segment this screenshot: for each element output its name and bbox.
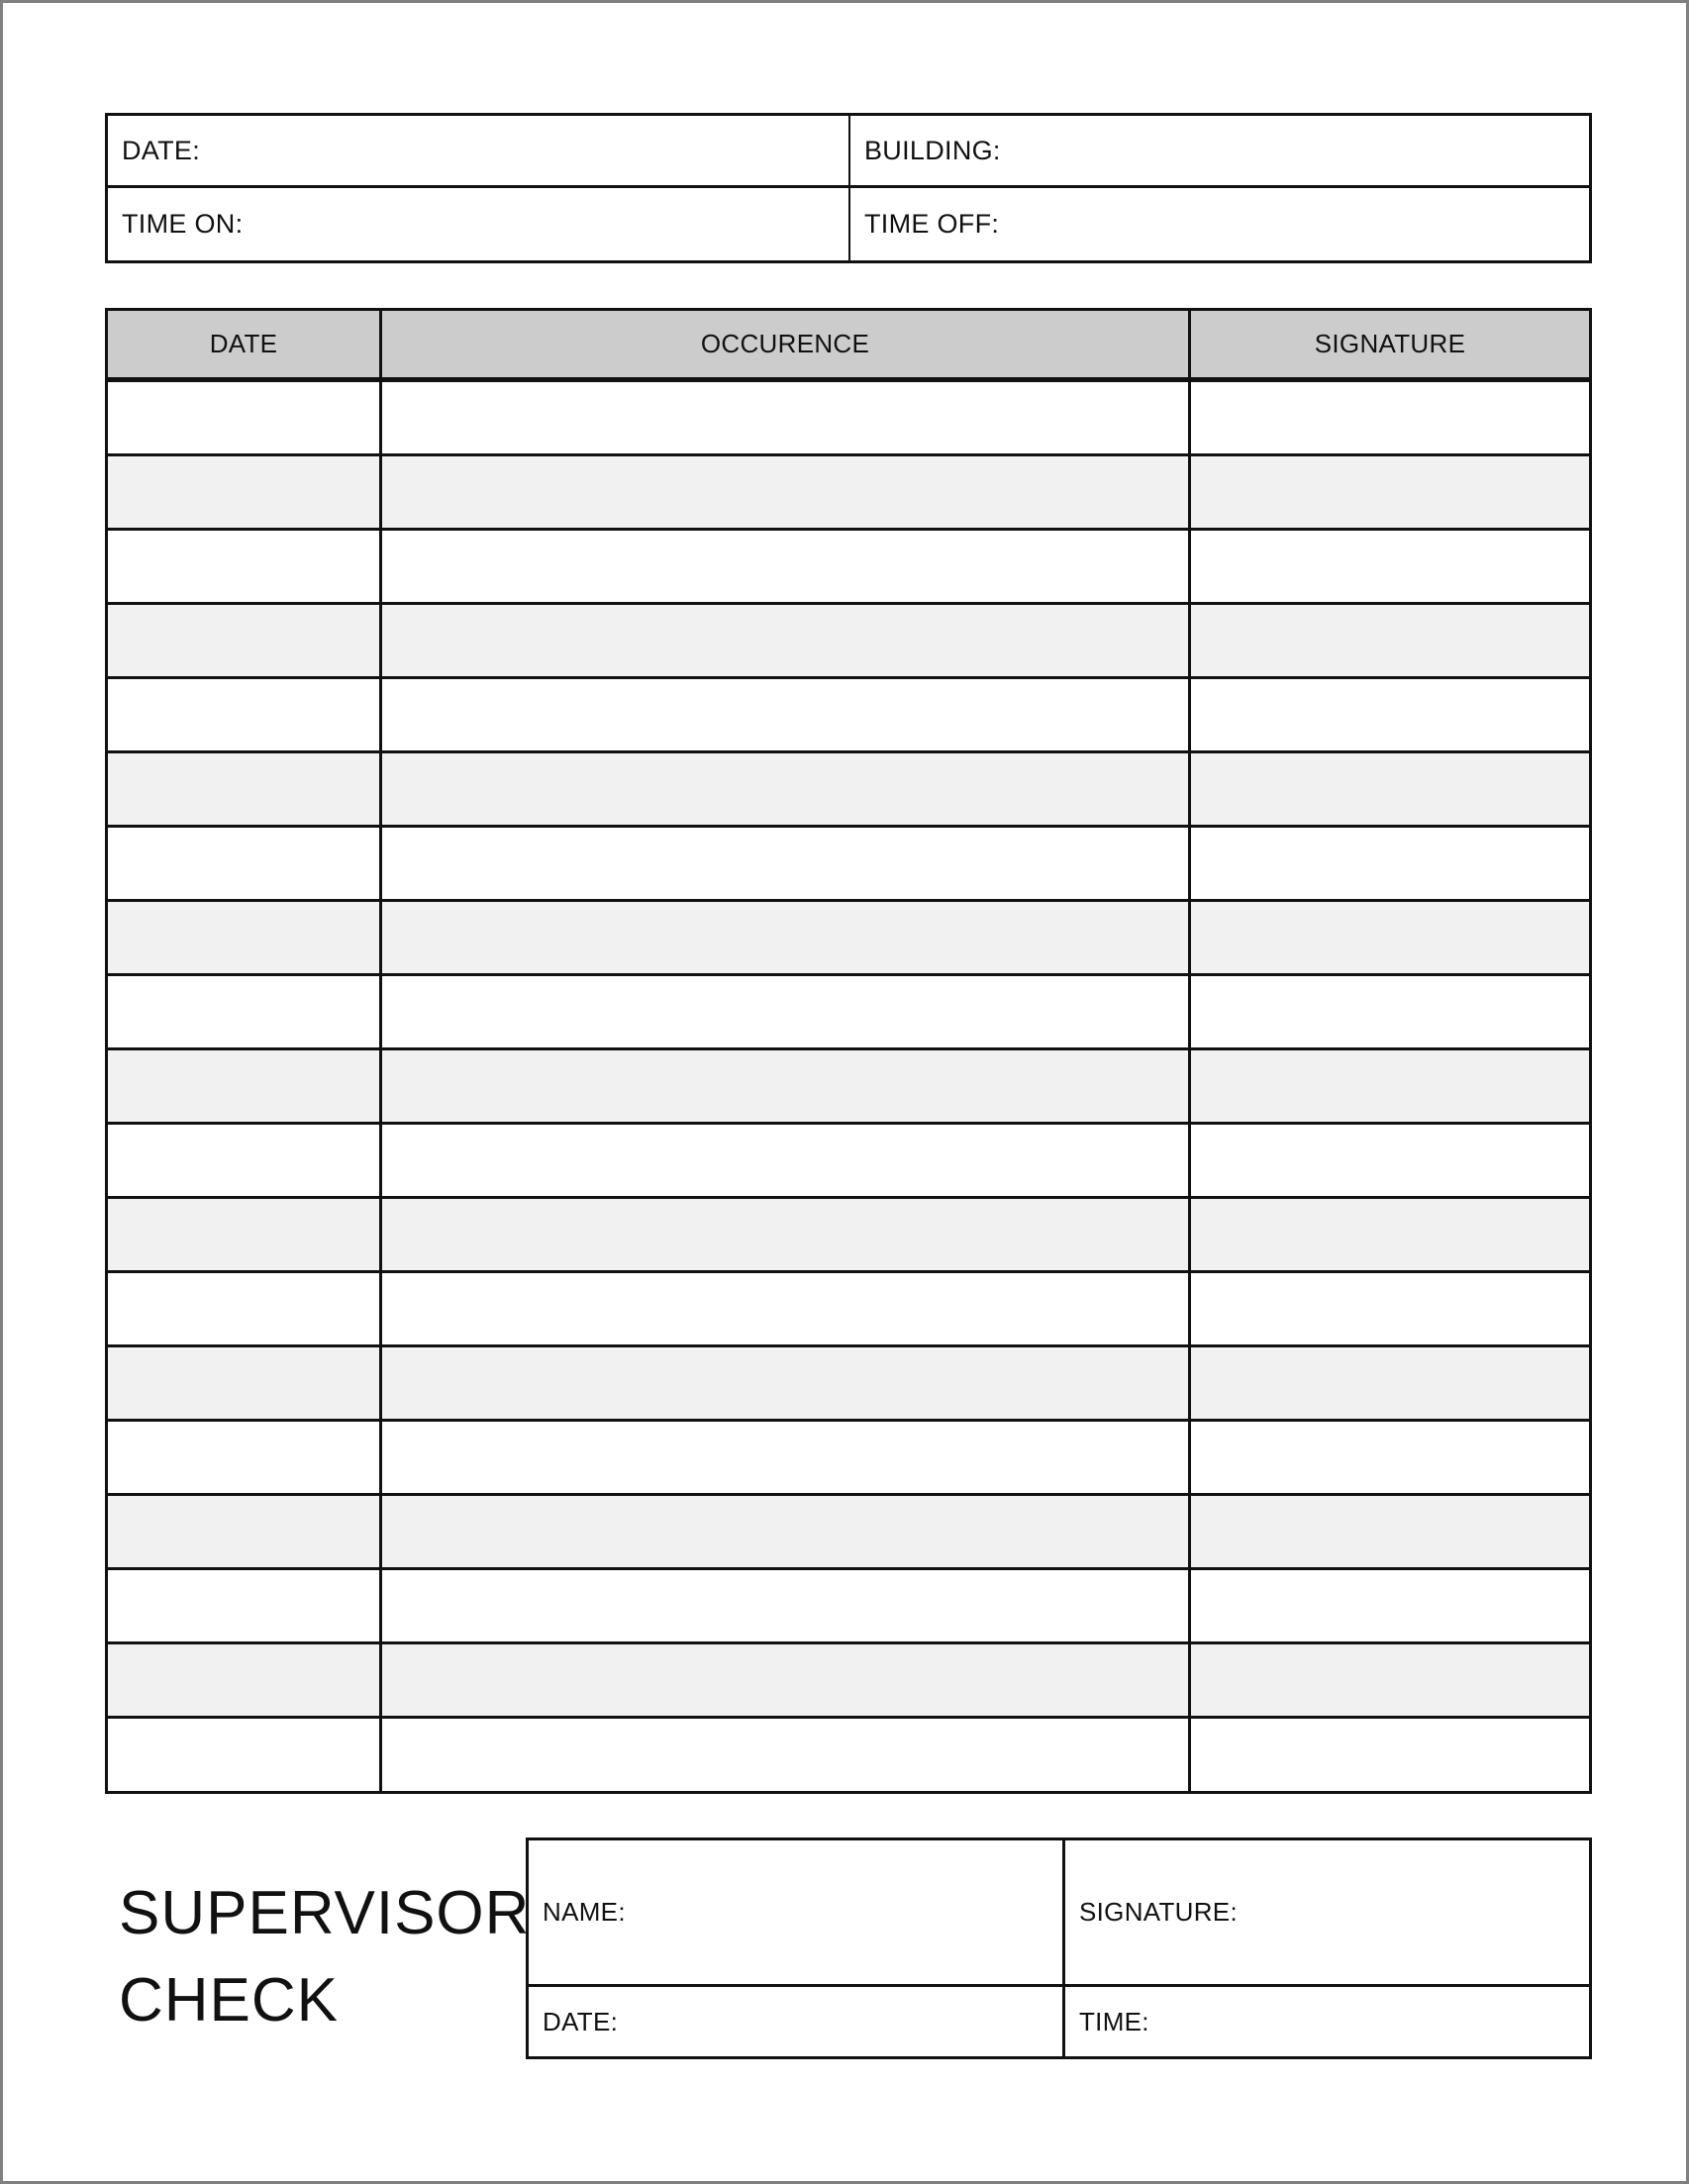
occurrence-cell[interactable] bbox=[382, 456, 1191, 528]
date-cell[interactable] bbox=[108, 976, 382, 1047]
occurrence-cell[interactable] bbox=[382, 679, 1191, 750]
occurrence-cell[interactable] bbox=[382, 828, 1191, 899]
column-header-date: DATE bbox=[108, 311, 382, 377]
date-cell[interactable] bbox=[108, 1570, 382, 1641]
table-row bbox=[108, 1273, 1589, 1347]
table-row bbox=[108, 605, 1589, 679]
table-row bbox=[108, 456, 1589, 531]
supervisor-signature-label: SIGNATURE: bbox=[1079, 1897, 1238, 1927]
table-row bbox=[108, 1644, 1589, 1719]
occurrence-cell[interactable] bbox=[382, 605, 1191, 676]
date-cell[interactable] bbox=[108, 828, 382, 899]
supervisor-name-label: NAME: bbox=[543, 1897, 626, 1927]
occurrence-cell[interactable] bbox=[382, 753, 1191, 825]
occurrence-cell[interactable] bbox=[382, 1273, 1191, 1344]
signature-cell[interactable] bbox=[1191, 902, 1589, 973]
date-cell[interactable] bbox=[108, 1422, 382, 1493]
table-row bbox=[108, 1496, 1589, 1570]
signature-cell[interactable] bbox=[1191, 382, 1589, 453]
signature-cell[interactable] bbox=[1191, 1570, 1589, 1641]
table-row bbox=[108, 976, 1589, 1050]
table-row bbox=[108, 1570, 1589, 1644]
time-off-field[interactable] bbox=[850, 188, 1589, 260]
table-body bbox=[108, 382, 1589, 1791]
date-label: DATE: bbox=[122, 135, 201, 165]
date-cell[interactable] bbox=[108, 1199, 382, 1270]
occurrence-cell[interactable] bbox=[382, 902, 1191, 973]
occurrence-cell[interactable] bbox=[382, 1496, 1191, 1567]
date-cell[interactable] bbox=[108, 382, 382, 453]
date-cell[interactable] bbox=[108, 1125, 382, 1196]
table-row bbox=[108, 828, 1589, 902]
date-cell[interactable] bbox=[108, 902, 382, 973]
signature-cell[interactable] bbox=[1191, 976, 1589, 1047]
supervisor-time-field[interactable] bbox=[1065, 1987, 1589, 2056]
signature-cell[interactable] bbox=[1191, 753, 1589, 825]
date-cell[interactable] bbox=[108, 1347, 382, 1419]
occurrence-cell[interactable] bbox=[382, 382, 1191, 453]
table-header-row bbox=[108, 311, 1589, 382]
table-row bbox=[108, 679, 1589, 753]
supervisor-name-field[interactable] bbox=[529, 1840, 1065, 1987]
building-field[interactable] bbox=[850, 116, 1589, 188]
signature-cell[interactable] bbox=[1191, 1347, 1589, 1419]
date-field[interactable] bbox=[108, 116, 850, 188]
signature-cell[interactable] bbox=[1191, 679, 1589, 750]
date-cell[interactable] bbox=[108, 679, 382, 750]
column-header-occurrence: OCCURENCE bbox=[382, 311, 1191, 377]
signature-cell[interactable] bbox=[1191, 1496, 1589, 1567]
date-cell[interactable] bbox=[108, 1719, 382, 1791]
occurrence-cell[interactable] bbox=[382, 1422, 1191, 1493]
supervisor-date-field[interactable] bbox=[529, 1987, 1065, 2056]
supervisor-title-line2: CHECK bbox=[119, 1966, 340, 2035]
supervisor-title-line1: SUPERVISOR bbox=[119, 1879, 531, 1947]
date-cell[interactable] bbox=[108, 1050, 382, 1122]
shift-info-table bbox=[105, 113, 1592, 263]
time-on-label: TIME ON: bbox=[122, 209, 244, 239]
signature-cell[interactable] bbox=[1191, 531, 1589, 602]
occurrence-cell[interactable] bbox=[382, 1644, 1191, 1716]
signature-cell[interactable] bbox=[1191, 1050, 1589, 1122]
occurrence-cell[interactable] bbox=[382, 1347, 1191, 1419]
occurrence-cell[interactable] bbox=[382, 1199, 1191, 1270]
signature-cell[interactable] bbox=[1191, 1644, 1589, 1716]
signature-cell[interactable] bbox=[1191, 456, 1589, 528]
table-row bbox=[108, 1050, 1589, 1125]
supervisor-check-table bbox=[526, 1837, 1592, 2059]
table-row bbox=[108, 1422, 1589, 1496]
occurrence-cell[interactable] bbox=[382, 1570, 1191, 1641]
supervisor-time-label: TIME: bbox=[1079, 2006, 1149, 2036]
occurrence-cell[interactable] bbox=[382, 1719, 1191, 1791]
table-row bbox=[108, 1347, 1589, 1422]
building-label: BUILDING: bbox=[864, 135, 1001, 165]
occurrence-cell[interactable] bbox=[382, 1125, 1191, 1196]
time-on-field[interactable] bbox=[108, 188, 850, 260]
table-row bbox=[108, 382, 1589, 456]
signature-cell[interactable] bbox=[1191, 1125, 1589, 1196]
table-row bbox=[108, 1199, 1589, 1273]
signature-cell[interactable] bbox=[1191, 1273, 1589, 1344]
date-cell[interactable] bbox=[108, 753, 382, 825]
supervisor-signature-field[interactable] bbox=[1065, 1840, 1589, 1987]
signature-cell[interactable] bbox=[1191, 605, 1589, 676]
occurrence-cell[interactable] bbox=[382, 531, 1191, 602]
date-cell[interactable] bbox=[108, 1496, 382, 1567]
table-row bbox=[108, 531, 1589, 605]
time-off-label: TIME OFF: bbox=[864, 209, 1000, 239]
table-row bbox=[108, 1719, 1589, 1791]
signature-cell[interactable] bbox=[1191, 1719, 1589, 1791]
signature-cell[interactable] bbox=[1191, 1199, 1589, 1270]
date-cell[interactable] bbox=[108, 605, 382, 676]
date-cell[interactable] bbox=[108, 1273, 382, 1344]
supervisor-date-label: DATE: bbox=[543, 2006, 619, 2036]
date-cell[interactable] bbox=[108, 531, 382, 602]
signature-cell[interactable] bbox=[1191, 828, 1589, 899]
date-cell[interactable] bbox=[108, 1644, 382, 1716]
occurrence-cell[interactable] bbox=[382, 1050, 1191, 1122]
occurrence-log-table bbox=[105, 308, 1592, 1794]
table-row bbox=[108, 902, 1589, 976]
table-row bbox=[108, 753, 1589, 828]
supervisor-check-title bbox=[119, 1870, 530, 2044]
date-cell[interactable] bbox=[108, 456, 382, 528]
column-header-signature: SIGNATURE bbox=[1314, 329, 1466, 358]
signature-cell[interactable] bbox=[1191, 1422, 1589, 1493]
table-row bbox=[108, 1125, 1589, 1199]
occurrence-cell[interactable] bbox=[382, 976, 1191, 1047]
